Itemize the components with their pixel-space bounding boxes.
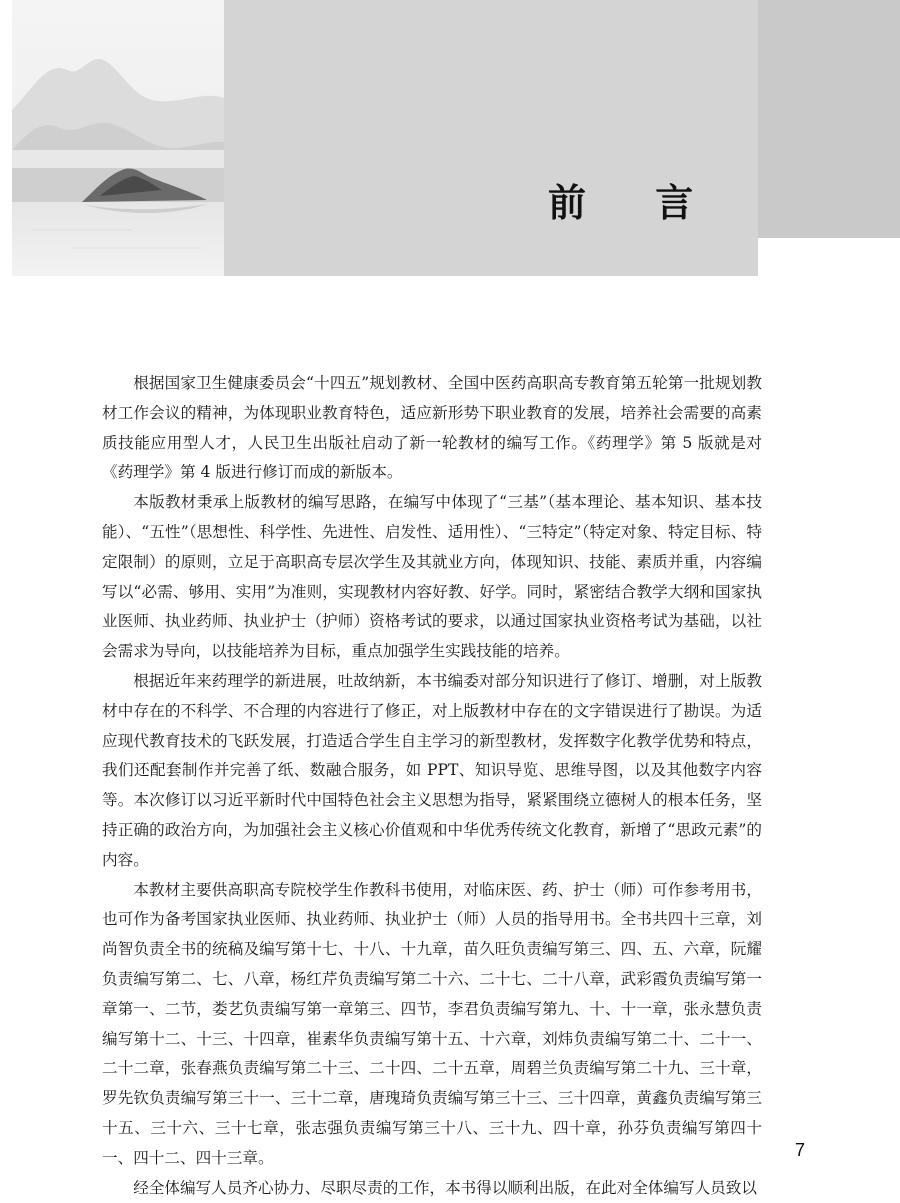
paragraph: 本版教材秉承上版教材的编写思路，在编写中体现了“三基”（基本理论、基本知识、基本技能）、“五性”（思想性、科学性、先进性、启发性、适用性）、“三特定”（特定对象、特定目标、特定限制）的原则，立足于高职高专层次学生及其就业方向，体现知识、技能、素质并重，内容编写以“必需、够用、实用”为准则，实现教材内容好教、好学。同时，紧密结合教学大纲和国家执业医师、执业药师、执业护士（护师）资格考试的要求，以通过国家执业资格考试为基础，以社会需求为导向，以技能培养为目标，重点加强学生实践技能的培养。 <box>102 493 762 661</box>
header-banner <box>224 0 758 276</box>
page-number: 7 <box>795 1140 806 1160</box>
paragraph: 经全体编写人员齐心协力、尽职尽责的工作，本书得以顺利出版，在此对全体编写人员致以 <box>133 1178 757 1197</box>
ink-landscape-icon <box>12 0 224 276</box>
page-title: 前 言 <box>548 180 722 225</box>
preface-body <box>102 369 762 1203</box>
paragraph: 本教材主要供高职高专院校学生作教科书使用，对临床医、药、护士（师）可作参考用书，也可作为备考国家执业医师、执业药师、执业护士（师）人员的指导用书。全书共四十三章，刘尚智负责全书的统稿及编写第十七、十八、十九章，苗久旺负责编写第三、四、五、六章，阮耀负责编写第二、七、八章，杨红芹负责编写第二十六、二十七、二十八章，武彩霞负责编写第一章第一、二节，娄艺负责编写第一章第三、四节，李君负责编写第九、十、十一章，张永慧负责编写第十二、十三、十四章，崔素华负责编写第十五、十六章，刘炜负责编写第二十、二十一、二十二章，张春燕负责编写第二十三、二十四、二十五章，周碧兰负责编写第二十九、三十章，罗先钦负责编写第三十一、三十二章，唐瑰琦负责编写第三十三、三十四章，黄鑫负责编写第三十五、三十六、三十七章，张志强负责编写第三十八、三十九、四十章，孙芬负责编写第四十一、四十二、四十三章。 <box>102 880 762 1167</box>
side-tab <box>758 0 900 238</box>
paragraph: 根据近年来药理学的新进展，吐故纳新，本书编委对部分知识进行了修订、增删，对上版教材中存在的不科学、不合理的内容进行了修正，对上版教材中存在的文字错误进行了勘误。为适应现代教育技术的飞跃发展，打造适合学生自主学习的新型教材，发挥数字化教学优势和特点，我们还配套制作并完善了纸、数融合服务，如 PPT、知识导览、思维导图，以及其他数字内容等。本次修订以习近平新时代中国特色社会主义思想为指导，紧紧围绕立德树人的根本任务，坚持正确的政治方向，为加强社会主义核心价值观和中华优秀传统文化教育，新增了“思政元素”的内容。 <box>102 671 762 869</box>
paragraph: 根据国家卫生健康委员会“十四五”规划教材、全国中医药高职高专教育第五轮第一批规划教材工作会议的精神，为体现职业教育特色，适应新形势下职业教育的发展，培养社会需要的高素质技能应用型人才，人民卫生出版社启动了新一轮教材的编写工作。《药理学》第 5 版就是对《药理学》第 4 版进行修订而成的新版本。 <box>102 374 762 482</box>
